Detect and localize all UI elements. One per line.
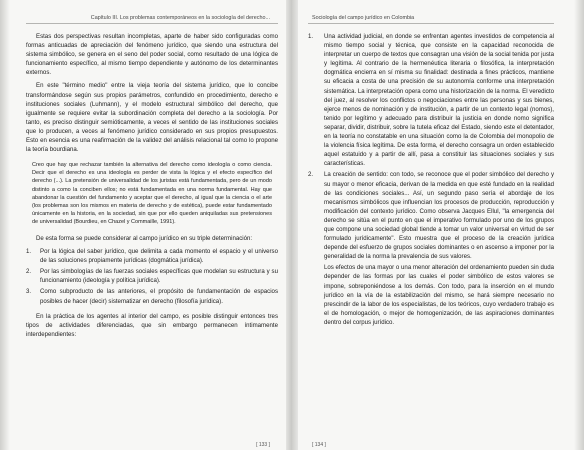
left-paragraph-1: Estas dos perspectivas resultan incompletas, aparte de haber sido configuradas como formas anticuadas de apreciación del fenómeno jurídico, que siendo una estructura del sistema simbólico, se genera en el seno del poder social, como resultado de una lógica de funcionamiento específico, al mismo tiempo dependiente y autónomo de los determinantes externos.: [26, 33, 278, 77]
left-paragraph-2: En este "término medio" entre la vieja teoría del sistema jurídico, que lo concibe transformándose según sus propios parámetros, confundido en procedimiento, derecho e instituciones sociales (Luhmann), y el modelo estructural simbólico del derecho, que igualmente se requiere evitar la subordinación completa del derecho a la sociología. Por tanto, es preciso distinguir semióticamente, a veces el sentido de las instituciones sociales que lo producen, a veces al fenómeno jurídico considerado en sus propios presupuestos. Esto en esencia es una reafirmación de la validez del análisis relacional tal como lo propone la teoría bourdiana.: [26, 82, 278, 154]
list-text: Por la lógica del saber jurídico, que delimita a cada momento el espacio y el universo de las soluciones propiamente jurídicas (dogmática jurídica).: [40, 248, 278, 265]
left-paragraph-closing: En la práctica de los agentes al interior del campo, es posible distinguir entonces tres tipos de actividades diferenciadas, que sin embargo permanecen íntimamente interdependientes:: [26, 312, 278, 338]
right-paragraph-tail: Los efectos de una mayor o una menor alteración del ordenamiento pueden sin duda depender de las formas por las cuales el poder simbólico de estos valores se impone, sobreponiéndose a los demás. Con todo, para la inserción en el mundo jurídico en la vía de la estabilización del mismo, se hará siempre necesario no prescindir de la labor de los especialistas, de los teóricos, cuyo verdadero trabajo es el de homologación, o mejor de homogenización, de las aspiraciones dominantes dentro del corpus jurídico.: [324, 264, 554, 326]
list-text: Una actividad judicial, en donde se enfrentan agentes investidos de competencia al mismo tiempo social y técnica, que consiste en la capacidad reconocida de interpretar un cuerpo de textos que consagran una visión de la social tenida por justa y legítima. Al contrario de la hermenéutica literaria o filosófica, la interpretación dogmática encierra en sí misma su finalidad: destinada a fines prácticos, mantiene su eficacia a costa de una precisión de su autonomía conforme una interpretación sistemática. La interpretación opera como una historización de la norma. El veredicto del juez, al resolver los conflictos o negociaciones entre las personas y sus bienes, ejerce menos de nominación y de institución, a partir de un contexto legal (nomos), tenido por legítimo y adecuado para distribuir la justicia en donde nomo significa separar, dividir, distribuir, sobre la tutela eficaz del Estado, siendo este el detentador, en la teoría no constatable en una situación como la de Colombia del monopolio de la violencia física legítima. De esta forma, el derecho consagra un orden establecido aquel estatuido y a partir de allí, pasa a constituir las situaciones sociales y sus características.: [324, 33, 554, 168]
right-running-head: Sociología del campo jurídico en Colombia: [312, 15, 415, 21]
list-number: 2.: [308, 171, 314, 179]
left-page-number: [ 133 ]: [256, 442, 270, 448]
book-gutter: [286, 0, 298, 450]
list-number: 1.: [26, 248, 32, 256]
left-page-edge: [0, 0, 10, 450]
list-item: [26, 247, 278, 265]
list-number: 2.: [26, 268, 32, 276]
right-page-number: [ 134 ]: [312, 442, 326, 448]
list-item: [26, 267, 278, 285]
list-text: La creación de sentido: con todo, se reconoce que el poder simbólico del derecho y su mayor o menor eficacia, derivan de la medida en que esté fundado en la realidad de las condiciones sociales... Así, un segundo paso sería el abordaje de los mecanismos simbólicos que influencian los procesos de producción, reproducción y modificación del contexto jurídico. Como observa Jacques Ellul, "la emergencia del derecho se sitúa en el punto en que el imperativo formulado por uno de los grupos que compone una sociedad global tiende a tomar un valor universal en virtud de ser formulado jurídicamente". Esto muestra que el proceso de la creación jurídica depende del esfuerzo de grupos sociales dominantes o en ascenso a imponer por la generalidad de la norma la prevalencia de sus valores.: [324, 171, 554, 261]
list-text: Por las simbologías de las fuerzas sociales específicas que modelan su estructura y su funcionamiento (ideología y política jurídica).: [40, 268, 278, 285]
list-item: [308, 170, 554, 261]
left-paragraph-intro-list: De esta forma se puede considerar al campo jurídico en su triple determinación:: [36, 234, 253, 242]
right-numbered-list: [308, 32, 554, 261]
left-running-head: Capítulo III. Los problemas contemporáneos en la sociología del derecho...: [90, 15, 270, 21]
block-quote: Creo que hay que rechazar también la alternativa del derecho como ideología o como ciencia. Decir que el derecho es una ideología es perder de vista la lógica y el efecto específico del derecho (...). La pretensión de universalidad de los juristas está fundamentada, pero de un modo distinto a como la conciben ellos; no está fundamentada en una norma fundamental. Hay que abandonar la cuestión del fundamento y aceptar que el derecho, al igual que la ciencia o el arte (los problemas son los mismos en materia de derecho y de estética), puede estar fundamentado únicamente en la historia, en la sociedad, sin que por ello queden aniquiladas sus pretensiones de universalidad (Bourdieu, en Chazel y Commaille, 1991).: [32, 162, 272, 225]
right-page: [292, 0, 584, 450]
right-header-rule: [308, 23, 554, 24]
list-item: [308, 32, 554, 168]
right-page-edge: [574, 0, 584, 450]
left-numbered-list: [26, 247, 278, 306]
left-header-rule: [26, 23, 278, 24]
list-number: 1.: [308, 33, 314, 40]
list-number: 3.: [26, 288, 32, 296]
list-item: [26, 287, 278, 305]
list-text: Como subproducto de las anteriores, el propósito de fundamentación de espacios posibles de hacer (decir) sistematizar en derecho (filosofía jurídica).: [40, 288, 278, 305]
